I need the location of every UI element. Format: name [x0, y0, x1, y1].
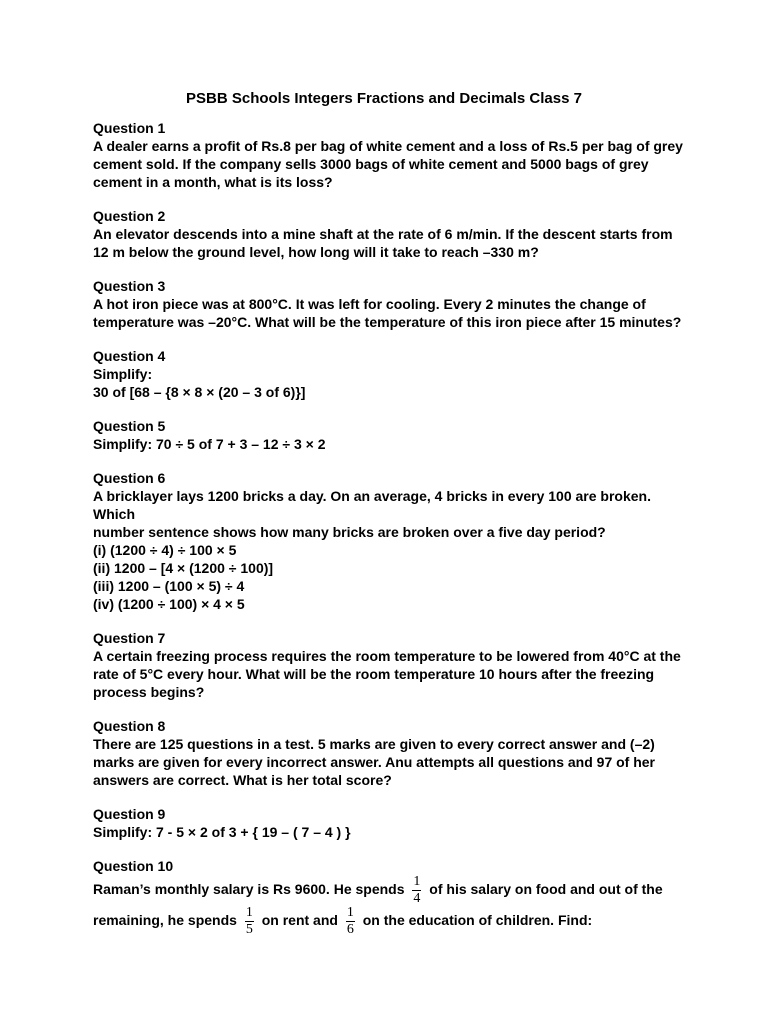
question-3: [93, 277, 693, 331]
fraction-denominator: 6: [346, 922, 354, 937]
question-heading: Question 6: [93, 470, 166, 486]
fraction-one-fifth: [245, 906, 254, 937]
questions-list: [93, 119, 693, 953]
question-text-line: An elevator descends into a mine shaft at the rate of 6 m/min. If the descent starts from: [93, 226, 673, 242]
fraction-one-sixth: [346, 906, 355, 937]
question-9: [93, 805, 693, 841]
fraction-denominator: 5: [245, 922, 253, 937]
fraction-numerator: 1: [346, 905, 354, 920]
question-heading: Question 8: [93, 718, 166, 734]
question-text-line: A bricklayer lays 1200 bricks a day. On an average, 4 bricks in every 100 are broken. Which: [93, 488, 651, 522]
question-text-line: answers are correct. What is her total score?: [93, 772, 392, 788]
question-text-segment: of his salary on food and out of the: [429, 881, 663, 898]
question-heading: Question 5: [93, 418, 166, 434]
question-4: [93, 347, 693, 401]
question-5: [93, 417, 693, 453]
answer-option: (iii) 1200 – (100 × 5) ÷ 4: [93, 578, 245, 594]
fraction-denominator: 4: [413, 891, 421, 906]
question-text-line: A dealer earns a profit of Rs.8 per bag of white cement and a loss of Rs.5 per bag of grey: [93, 138, 683, 154]
question-text-line: marks are given for every incorrect answer. Anu attempts all questions and 97 of her: [93, 754, 656, 770]
question-text-segment: on the education of children. Find:: [362, 912, 593, 929]
question-text-line: A hot iron piece was at 800°C. It was left for cooling. Every 2 minutes the change of: [93, 296, 646, 312]
question-text-line: process begins?: [93, 684, 205, 700]
question-text-line: temperature was –20°C. What will be the temperature of this iron piece after 15 minutes?: [93, 314, 682, 330]
question-heading: Question 3: [93, 278, 166, 294]
fraction-one-quarter: [412, 875, 421, 906]
question-heading: Question 10: [93, 858, 174, 874]
question-text-line: A certain freezing process requires the room temperature to be lowered from 40°C at the: [93, 648, 681, 664]
answer-option: (i) (1200 ÷ 4) ÷ 100 × 5: [93, 542, 237, 558]
question-text-line: Simplify: 70 ÷ 5 of 7 + 3 – 12 ÷ 3 × 2: [93, 436, 326, 452]
question-7: [93, 629, 693, 701]
question-text-segment: remaining, he spends: [93, 912, 237, 929]
question-heading: Question 7: [93, 630, 166, 646]
fraction-numerator: 1: [245, 905, 253, 920]
question-text-line: 30 of [68 – {8 × 8 × (20 – 3 of 6)}]: [93, 384, 306, 400]
question-heading: Question 9: [93, 806, 166, 822]
question-text-line: number sentence shows how many bricks are broken over a five day period?: [93, 524, 606, 540]
fraction-numerator: 1: [413, 874, 421, 889]
document-title: PSBB Schools Integers Fractions and Decimals Class 7: [186, 90, 582, 107]
answer-option: (ii) 1200 – [4 × (1200 ÷ 100)]: [93, 560, 274, 576]
question-text-line: cement in a month, what is its loss?: [93, 174, 333, 190]
question-text-line: 12 m below the ground level, how long will it take to reach –330 m?: [93, 244, 539, 260]
answer-option: (iv) (1200 ÷ 100) × 4 × 5: [93, 596, 245, 612]
question-text-line: Simplify: 7 - 5 × 2 of 3 + { 19 – ( 7 – 4 ) }: [93, 824, 351, 840]
question-2: [93, 207, 693, 261]
question-10: [93, 857, 693, 937]
question-text-segment: Raman’s monthly salary is Rs 9600. He spends: [93, 881, 405, 898]
question-6: [93, 469, 693, 613]
question-text-line: Simplify:: [93, 366, 153, 382]
question-text-line: There are 125 questions in a test. 5 marks are given to every correct answer and (–2): [93, 736, 655, 752]
question-text-segment: on rent and: [261, 912, 338, 929]
question-heading: Question 1: [93, 120, 166, 136]
question-1: [93, 119, 693, 191]
question-text-line: rate of 5°C every hour. What will be the room temperature 10 hours after the freezing: [93, 666, 655, 682]
question-text-line: cement sold. If the company sells 3000 bags of white cement and 5000 bags of grey: [93, 156, 649, 172]
question-text-line: [93, 906, 693, 937]
question-heading: Question 4: [93, 348, 166, 364]
question-8: [93, 717, 693, 789]
question-heading: Question 2: [93, 208, 166, 224]
question-text-line: [93, 875, 693, 906]
